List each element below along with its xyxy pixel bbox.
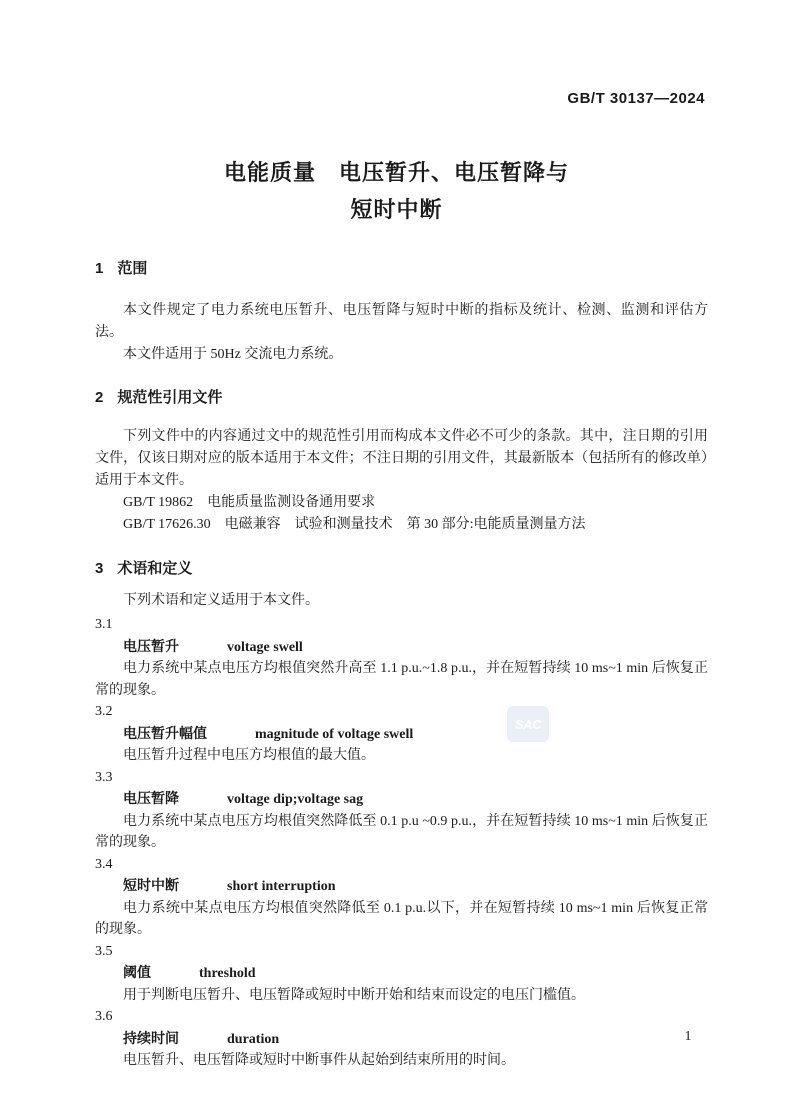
document-body xyxy=(95,252,708,1072)
section-2-paragraph-1: 下列文件中的内容通过文中的规范性引用而构成本文件必不可少的条款。其中，注日期的引用文件，仅该日期对应的版本适用于本文件；不注日期的引用文件，其最新版本（包括所有的修改单）适用于本文件。 xyxy=(95,429,708,488)
section-1-title: 范围 xyxy=(117,260,148,277)
section-1-paragraph-2: 本文件适用于 50Hz 交流电力系统。 xyxy=(123,347,343,362)
section-3-number: 3 xyxy=(95,560,104,577)
term-3-5-name-en: threshold xyxy=(199,966,256,981)
term-3-6-name xyxy=(95,1028,708,1051)
term-3-2-name-en: magnitude of voltage swell xyxy=(255,726,414,742)
term-3-1-name xyxy=(95,636,708,659)
term-3-3-number: 3.3 xyxy=(95,769,113,785)
section-2-heading xyxy=(95,387,708,409)
term-3-2-name xyxy=(95,723,708,746)
term-3-5-name xyxy=(95,962,708,985)
term-3-4-number: 3.4 xyxy=(95,856,113,872)
term-3-6-name-cn: 持续时间 xyxy=(123,1029,179,1046)
sac-watermark-text: SAC xyxy=(515,716,541,732)
document-title xyxy=(0,154,793,228)
section-3-intro: 下列术语和定义适用于本文件。 xyxy=(123,593,319,608)
term-3-2-number: 3.2 xyxy=(95,704,113,719)
term-3-5-definition: 用于判断电压暂升、电压暂降或短时中断开始和结束而设定的电压门槛值。 xyxy=(123,987,585,1003)
term-3-3-name xyxy=(95,788,708,811)
section-3-title: 术语和定义 xyxy=(117,560,193,577)
terms-list xyxy=(95,614,708,1072)
document-title-line1: 电能质量 电压暂升、电压暂降与 xyxy=(223,160,569,185)
section-2-title: 规范性引用文件 xyxy=(117,389,223,406)
term-3-1-number: 3.1 xyxy=(95,617,113,632)
term-3-2-definition: 电压暂升过程中电压方均根值的最大值。 xyxy=(123,748,375,763)
term-3-5-number: 3.5 xyxy=(95,943,113,959)
term-3-1-definition: 电力系统中某点电压方均根值突然升高至 1.1 p.u.~1.8 p.u.，并在短暂持续 10 ms~1 min 后恢复正常的现象。 xyxy=(95,661,708,698)
term-3-4-definition: 电力系统中某点电压方均根值突然降低至 0.1 p.u.以下，并在短暂持续 10 ms~1 min 后恢复正常的现象。 xyxy=(95,900,708,937)
term-3-1-name-en: voltage swell xyxy=(227,639,303,655)
section-1-heading xyxy=(95,258,708,280)
term-3-3-name-en: voltage dip;voltage sag xyxy=(227,792,364,807)
normative-reference-1: GB/T 19862 电能质量监测设备通用要求 xyxy=(123,495,376,510)
term-3-4-name xyxy=(95,875,708,898)
term-3-4-name-cn: 短时中断 xyxy=(123,877,179,893)
standard-number: GB/T 30137—2024 xyxy=(567,90,705,107)
term-3-4-name-en: short interruption xyxy=(227,879,336,894)
term-3-6-number: 3.6 xyxy=(95,1009,113,1024)
section-1-number: 1 xyxy=(95,260,104,277)
term-3-3-name-cn: 电压暂降 xyxy=(123,790,179,806)
page-number: 1 xyxy=(684,1029,692,1044)
term-3-1-name-cn: 电压暂升 xyxy=(123,637,179,654)
section-2-number: 2 xyxy=(95,389,104,406)
section-3-heading xyxy=(95,558,708,580)
term-3-5-name-cn: 阈值 xyxy=(123,964,151,980)
term-3-6-name-en: duration xyxy=(227,1031,280,1047)
term-3-6-definition: 电压暂升、电压暂降或短时中断事件从起始到结束所用的时间。 xyxy=(123,1053,515,1068)
term-3-2-name-cn: 电压暂升幅值 xyxy=(123,724,207,741)
section-1-paragraph-1: 本文件规定了电力系统电压暂升、电压暂降与短时中断的指标及统计、检测、监测和评估方法。 xyxy=(95,303,708,340)
normative-reference-2: GB/T 17626.30 电磁兼容 试验和测量技术 第 30 部分:电能质量测量方法 xyxy=(123,517,586,532)
term-3-3-definition: 电力系统中某点电压方均根值突然降低至 0.1 p.u ~0.9 p.u.，并在短暂持续 10 ms~1 min 后恢复正常的现象。 xyxy=(95,813,708,850)
document-title-line2: 短时中断 xyxy=(350,197,443,222)
